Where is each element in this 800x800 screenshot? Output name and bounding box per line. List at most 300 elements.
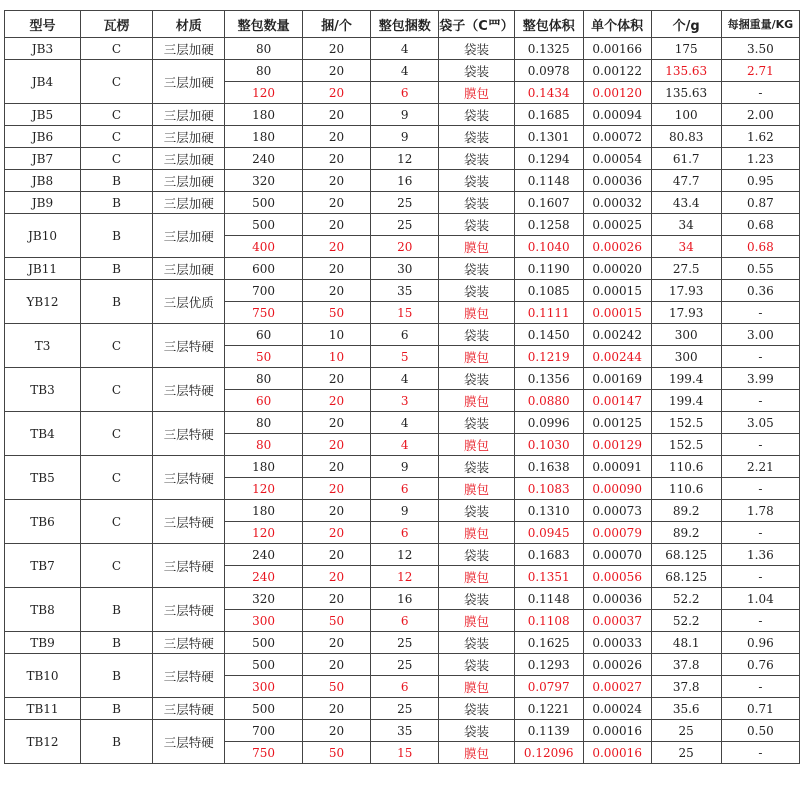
unit-volume-cell: 0.00056 [583, 566, 651, 588]
pieces-per-gram-cell: 80.83 [651, 126, 721, 148]
pieces-per-bundle-cell: 50 [302, 676, 370, 698]
unit-volume-cell: 0.00244 [583, 346, 651, 368]
bundle-weight-cell: 0.50 [721, 720, 799, 742]
bag-type-cell: 袋装 [439, 104, 515, 126]
model-cell: YB12 [5, 280, 81, 324]
bundles-per-pack-cell: 6 [371, 610, 439, 632]
bundle-weight-cell: 0.55 [721, 258, 799, 280]
table-row [5, 148, 800, 170]
bundles-per-pack-cell: 4 [371, 412, 439, 434]
bag-type-cell: 袋装 [439, 456, 515, 478]
flute-cell: B [81, 214, 153, 258]
pack-volume-cell: 0.0880 [514, 390, 583, 412]
pieces-per-gram-cell: 48.1 [651, 632, 721, 654]
header-flute: 瓦楞 [81, 11, 153, 38]
pieces-per-gram-cell: 52.2 [651, 588, 721, 610]
pieces-per-gram-cell: 27.5 [651, 258, 721, 280]
model-cell: JB11 [5, 258, 81, 280]
unit-volume-cell: 0.00122 [583, 60, 651, 82]
pieces-per-bundle-cell: 20 [302, 236, 370, 258]
unit-volume-cell: 0.00070 [583, 544, 651, 566]
bundle-weight-cell: 2.00 [721, 104, 799, 126]
pack-volume-cell: 0.0978 [514, 60, 583, 82]
pack-volume-cell: 0.1040 [514, 236, 583, 258]
pack-volume-cell: 0.1111 [514, 302, 583, 324]
bundle-weight-cell: 0.68 [721, 236, 799, 258]
model-cell: TB6 [5, 500, 81, 544]
bundles-per-pack-cell: 5 [371, 346, 439, 368]
bundles-per-pack-cell: 4 [371, 38, 439, 60]
bag-type-cell: 袋装 [439, 324, 515, 346]
bag-type-cell: 膜包 [439, 236, 515, 258]
material-cell: 三层加硬 [152, 170, 225, 192]
bag-type-cell: 袋装 [439, 170, 515, 192]
material-cell: 三层特硬 [152, 368, 225, 412]
pack-quantity-cell: 500 [225, 214, 302, 236]
table-row [5, 104, 800, 126]
model-cell: JB8 [5, 170, 81, 192]
model-cell: TB3 [5, 368, 81, 412]
pieces-per-gram-cell: 52.2 [651, 610, 721, 632]
unit-volume-cell: 0.00054 [583, 148, 651, 170]
pack-volume-cell: 0.1219 [514, 346, 583, 368]
material-cell: 三层加硬 [152, 104, 225, 126]
product-spec-table [4, 10, 800, 764]
bag-type-cell: 袋装 [439, 412, 515, 434]
pieces-per-bundle-cell: 20 [302, 126, 370, 148]
pack-quantity-cell: 80 [225, 38, 302, 60]
table-row [5, 170, 800, 192]
pack-volume-cell: 0.1108 [514, 610, 583, 632]
pack-quantity-cell: 300 [225, 676, 302, 698]
bundle-weight-cell: 0.87 [721, 192, 799, 214]
material-cell: 三层特硬 [152, 588, 225, 632]
model-cell: TB12 [5, 720, 81, 764]
model-cell: TB8 [5, 588, 81, 632]
bundle-weight-cell: 1.04 [721, 588, 799, 610]
unit-volume-cell: 0.00025 [583, 214, 651, 236]
bag-type-cell: 袋装 [439, 544, 515, 566]
material-cell: 三层加硬 [152, 38, 225, 60]
bag-type-cell: 袋装 [439, 214, 515, 236]
pieces-per-gram-cell: 43.4 [651, 192, 721, 214]
pack-quantity-cell: 80 [225, 368, 302, 390]
bag-type-cell: 膜包 [439, 478, 515, 500]
bundles-per-pack-cell: 3 [371, 390, 439, 412]
bag-type-cell: 膜包 [439, 82, 515, 104]
bundle-weight-cell: - [721, 610, 799, 632]
pieces-per-gram-cell: 135.63 [651, 60, 721, 82]
unit-volume-cell: 0.00125 [583, 412, 651, 434]
pack-quantity-cell: 120 [225, 478, 302, 500]
pieces-per-gram-cell: 89.2 [651, 522, 721, 544]
pack-volume-cell: 0.1083 [514, 478, 583, 500]
bundle-weight-cell: - [721, 390, 799, 412]
pack-quantity-cell: 500 [225, 192, 302, 214]
material-cell: 三层特硬 [152, 500, 225, 544]
bundle-weight-cell: 3.99 [721, 368, 799, 390]
header-bundles-per-pack: 整包捆数 [371, 11, 439, 38]
bag-type-cell: 袋装 [439, 368, 515, 390]
bundles-per-pack-cell: 9 [371, 500, 439, 522]
bag-type-cell: 袋装 [439, 126, 515, 148]
flute-cell: C [81, 104, 153, 126]
material-cell: 三层特硬 [152, 456, 225, 500]
header-pieces-per-bundle: 捆/个 [302, 11, 370, 38]
unit-volume-cell: 0.00072 [583, 126, 651, 148]
flute-cell: C [81, 544, 153, 588]
bundle-weight-cell: 0.95 [721, 170, 799, 192]
table-row [5, 588, 800, 610]
pieces-per-bundle-cell: 20 [302, 148, 370, 170]
bundles-per-pack-cell: 12 [371, 544, 439, 566]
bag-type-cell: 膜包 [439, 434, 515, 456]
pack-quantity-cell: 500 [225, 632, 302, 654]
flute-cell: C [81, 500, 153, 544]
pack-quantity-cell: 180 [225, 456, 302, 478]
unit-volume-cell: 0.00016 [583, 720, 651, 742]
pack-volume-cell: 0.1190 [514, 258, 583, 280]
bag-type-cell: 膜包 [439, 522, 515, 544]
bundles-per-pack-cell: 9 [371, 126, 439, 148]
pieces-per-gram-cell: 25 [651, 720, 721, 742]
pieces-per-bundle-cell: 10 [302, 324, 370, 346]
pieces-per-gram-cell: 152.5 [651, 434, 721, 456]
bundle-weight-cell: 1.36 [721, 544, 799, 566]
bundle-weight-cell: 3.05 [721, 412, 799, 434]
unit-volume-cell: 0.00037 [583, 610, 651, 632]
pieces-per-bundle-cell: 20 [302, 522, 370, 544]
unit-volume-cell: 0.00026 [583, 236, 651, 258]
table-row [5, 720, 800, 742]
table-row [5, 60, 800, 82]
material-cell: 三层加硬 [152, 60, 225, 104]
flute-cell: B [81, 632, 153, 654]
pieces-per-gram-cell: 35.6 [651, 698, 721, 720]
bundles-per-pack-cell: 16 [371, 588, 439, 610]
pieces-per-gram-cell: 34 [651, 236, 721, 258]
pieces-per-bundle-cell: 20 [302, 588, 370, 610]
pack-quantity-cell: 700 [225, 280, 302, 302]
flute-cell: C [81, 324, 153, 368]
bundles-per-pack-cell: 4 [371, 60, 439, 82]
bundle-weight-cell: - [721, 478, 799, 500]
model-cell: JB10 [5, 214, 81, 258]
pieces-per-gram-cell: 199.4 [651, 390, 721, 412]
pieces-per-bundle-cell: 20 [302, 566, 370, 588]
model-cell: JB6 [5, 126, 81, 148]
pack-quantity-cell: 180 [225, 104, 302, 126]
pack-volume-cell: 0.1221 [514, 698, 583, 720]
material-cell: 三层优质 [152, 280, 225, 324]
bundles-per-pack-cell: 25 [371, 698, 439, 720]
model-cell: JB3 [5, 38, 81, 60]
pieces-per-gram-cell: 25 [651, 742, 721, 764]
flute-cell: B [81, 258, 153, 280]
flute-cell: C [81, 456, 153, 500]
flute-cell: C [81, 60, 153, 104]
bundles-per-pack-cell: 12 [371, 566, 439, 588]
bundle-weight-cell: 2.21 [721, 456, 799, 478]
pack-volume-cell: 0.1085 [514, 280, 583, 302]
bundles-per-pack-cell: 6 [371, 676, 439, 698]
pieces-per-bundle-cell: 20 [302, 632, 370, 654]
bundles-per-pack-cell: 9 [371, 456, 439, 478]
bundles-per-pack-cell: 30 [371, 258, 439, 280]
model-cell: TB5 [5, 456, 81, 500]
bag-type-cell: 袋装 [439, 192, 515, 214]
flute-cell: B [81, 588, 153, 632]
bundles-per-pack-cell: 4 [371, 368, 439, 390]
flute-cell: C [81, 368, 153, 412]
pack-quantity-cell: 500 [225, 698, 302, 720]
pack-quantity-cell: 240 [225, 148, 302, 170]
bag-type-cell: 袋装 [439, 148, 515, 170]
pieces-per-gram-cell: 152.5 [651, 412, 721, 434]
pack-quantity-cell: 80 [225, 412, 302, 434]
pieces-per-gram-cell: 47.7 [651, 170, 721, 192]
pack-volume-cell: 0.1450 [514, 324, 583, 346]
flute-cell: C [81, 412, 153, 456]
material-cell: 三层加硬 [152, 214, 225, 258]
bundle-weight-cell: - [721, 742, 799, 764]
table-row [5, 280, 800, 302]
unit-volume-cell: 0.00090 [583, 478, 651, 500]
material-cell: 三层特硬 [152, 720, 225, 764]
pieces-per-bundle-cell: 20 [302, 258, 370, 280]
bundles-per-pack-cell: 16 [371, 170, 439, 192]
pack-quantity-cell: 750 [225, 302, 302, 324]
header-pack-quantity: 整包数量 [225, 11, 302, 38]
model-cell: TB7 [5, 544, 81, 588]
pieces-per-bundle-cell: 20 [302, 82, 370, 104]
bag-type-cell: 膜包 [439, 742, 515, 764]
pack-quantity-cell: 500 [225, 654, 302, 676]
pieces-per-bundle-cell: 20 [302, 412, 370, 434]
pack-volume-cell: 0.0996 [514, 412, 583, 434]
table-row [5, 654, 800, 676]
bundle-weight-cell: - [721, 82, 799, 104]
model-cell: T3 [5, 324, 81, 368]
table-row [5, 324, 800, 346]
flute-cell: C [81, 38, 153, 60]
pieces-per-gram-cell: 37.8 [651, 654, 721, 676]
pack-quantity-cell: 60 [225, 390, 302, 412]
table-row [5, 38, 800, 60]
bag-type-cell: 袋装 [439, 632, 515, 654]
pieces-per-bundle-cell: 20 [302, 544, 370, 566]
pieces-per-gram-cell: 300 [651, 346, 721, 368]
pieces-per-gram-cell: 68.125 [651, 566, 721, 588]
pack-volume-cell: 0.1638 [514, 456, 583, 478]
pieces-per-bundle-cell: 20 [302, 192, 370, 214]
table-row [5, 258, 800, 280]
flute-cell: B [81, 170, 153, 192]
material-cell: 三层特硬 [152, 698, 225, 720]
bundle-weight-cell: 0.96 [721, 632, 799, 654]
pack-quantity-cell: 700 [225, 720, 302, 742]
bundle-weight-cell: - [721, 566, 799, 588]
bundle-weight-cell: 1.78 [721, 500, 799, 522]
model-cell: JB7 [5, 148, 81, 170]
pieces-per-gram-cell: 110.6 [651, 456, 721, 478]
table-row [5, 214, 800, 236]
pack-volume-cell: 0.1685 [514, 104, 583, 126]
pack-volume-cell: 0.1356 [514, 368, 583, 390]
unit-volume-cell: 0.00024 [583, 698, 651, 720]
flute-cell: B [81, 698, 153, 720]
material-cell: 三层加硬 [152, 192, 225, 214]
pack-volume-cell: 0.1625 [514, 632, 583, 654]
bundle-weight-cell: 3.50 [721, 38, 799, 60]
flute-cell: B [81, 192, 153, 214]
pieces-per-bundle-cell: 20 [302, 60, 370, 82]
pieces-per-bundle-cell: 20 [302, 720, 370, 742]
unit-volume-cell: 0.00166 [583, 38, 651, 60]
bag-type-cell: 袋装 [439, 280, 515, 302]
pieces-per-bundle-cell: 20 [302, 456, 370, 478]
unit-volume-cell: 0.00033 [583, 632, 651, 654]
bundle-weight-cell: - [721, 302, 799, 324]
pack-volume-cell: 0.1325 [514, 38, 583, 60]
bag-type-cell: 袋装 [439, 258, 515, 280]
pack-volume-cell: 0.1351 [514, 566, 583, 588]
pack-volume-cell: 0.1683 [514, 544, 583, 566]
bundle-weight-cell: 0.71 [721, 698, 799, 720]
header-bag: 袋子（C罒） [439, 11, 515, 38]
bag-type-cell: 袋装 [439, 500, 515, 522]
unit-volume-cell: 0.00016 [583, 742, 651, 764]
bundle-weight-cell: 1.62 [721, 126, 799, 148]
pack-volume-cell: 0.1148 [514, 170, 583, 192]
pieces-per-bundle-cell: 20 [302, 500, 370, 522]
bundle-weight-cell: - [721, 522, 799, 544]
bundle-weight-cell: 0.76 [721, 654, 799, 676]
pack-volume-cell: 0.1030 [514, 434, 583, 456]
bag-type-cell: 膜包 [439, 390, 515, 412]
header-bundle-weight: 每捆重量/KG [721, 11, 799, 38]
bundles-per-pack-cell: 15 [371, 742, 439, 764]
unit-volume-cell: 0.00129 [583, 434, 651, 456]
bundle-weight-cell: - [721, 676, 799, 698]
pieces-per-bundle-cell: 20 [302, 170, 370, 192]
bundles-per-pack-cell: 25 [371, 192, 439, 214]
bundles-per-pack-cell: 9 [371, 104, 439, 126]
pieces-per-gram-cell: 17.93 [651, 280, 721, 302]
pack-volume-cell: 0.12096 [514, 742, 583, 764]
pack-quantity-cell: 750 [225, 742, 302, 764]
bundle-weight-cell: 0.68 [721, 214, 799, 236]
material-cell: 三层加硬 [152, 258, 225, 280]
pack-volume-cell: 0.1310 [514, 500, 583, 522]
pack-volume-cell: 0.1301 [514, 126, 583, 148]
table-row [5, 544, 800, 566]
pieces-per-gram-cell: 61.7 [651, 148, 721, 170]
bundles-per-pack-cell: 35 [371, 720, 439, 742]
material-cell: 三层加硬 [152, 126, 225, 148]
bundles-per-pack-cell: 6 [371, 478, 439, 500]
pack-quantity-cell: 180 [225, 500, 302, 522]
bundle-weight-cell: - [721, 346, 799, 368]
unit-volume-cell: 0.00036 [583, 588, 651, 610]
table-row [5, 632, 800, 654]
pieces-per-gram-cell: 37.8 [651, 676, 721, 698]
bundle-weight-cell: 1.23 [721, 148, 799, 170]
bundles-per-pack-cell: 25 [371, 632, 439, 654]
model-cell: TB4 [5, 412, 81, 456]
unit-volume-cell: 0.00120 [583, 82, 651, 104]
model-cell: TB9 [5, 632, 81, 654]
unit-volume-cell: 0.00027 [583, 676, 651, 698]
pieces-per-bundle-cell: 20 [302, 434, 370, 456]
header-pack-volume: 整包体积 [514, 11, 583, 38]
material-cell: 三层特硬 [152, 324, 225, 368]
pieces-per-bundle-cell: 50 [302, 302, 370, 324]
bag-type-cell: 膜包 [439, 346, 515, 368]
table-row [5, 368, 800, 390]
pieces-per-gram-cell: 100 [651, 104, 721, 126]
pack-volume-cell: 0.1434 [514, 82, 583, 104]
unit-volume-cell: 0.00036 [583, 170, 651, 192]
header-model: 型号 [5, 11, 81, 38]
header-unit-volume: 单个体积 [583, 11, 651, 38]
model-cell: JB5 [5, 104, 81, 126]
bundles-per-pack-cell: 4 [371, 434, 439, 456]
bag-type-cell: 膜包 [439, 676, 515, 698]
pack-volume-cell: 0.0797 [514, 676, 583, 698]
table-row [5, 126, 800, 148]
pack-volume-cell: 0.1148 [514, 588, 583, 610]
bundles-per-pack-cell: 20 [371, 236, 439, 258]
table-row [5, 412, 800, 434]
pack-quantity-cell: 400 [225, 236, 302, 258]
pieces-per-bundle-cell: 20 [302, 280, 370, 302]
bag-type-cell: 膜包 [439, 610, 515, 632]
material-cell: 三层加硬 [152, 148, 225, 170]
pieces-per-gram-cell: 300 [651, 324, 721, 346]
bundle-weight-cell: 0.36 [721, 280, 799, 302]
flute-cell: C [81, 148, 153, 170]
table-row [5, 456, 800, 478]
pack-quantity-cell: 120 [225, 82, 302, 104]
model-cell: TB10 [5, 654, 81, 698]
pieces-per-bundle-cell: 20 [302, 214, 370, 236]
bag-type-cell: 袋装 [439, 38, 515, 60]
bag-type-cell: 袋装 [439, 588, 515, 610]
unit-volume-cell: 0.00094 [583, 104, 651, 126]
unit-volume-cell: 0.00020 [583, 258, 651, 280]
bundle-weight-cell: 2.71 [721, 60, 799, 82]
bag-type-cell: 袋装 [439, 654, 515, 676]
unit-volume-cell: 0.00169 [583, 368, 651, 390]
bundles-per-pack-cell: 25 [371, 654, 439, 676]
pack-volume-cell: 0.1139 [514, 720, 583, 742]
material-cell: 三层特硬 [152, 544, 225, 588]
pieces-per-gram-cell: 110.6 [651, 478, 721, 500]
unit-volume-cell: 0.00032 [583, 192, 651, 214]
flute-cell: C [81, 126, 153, 148]
pack-quantity-cell: 120 [225, 522, 302, 544]
pack-quantity-cell: 240 [225, 544, 302, 566]
unit-volume-cell: 0.00242 [583, 324, 651, 346]
pieces-per-gram-cell: 135.63 [651, 82, 721, 104]
bundles-per-pack-cell: 6 [371, 324, 439, 346]
pieces-per-bundle-cell: 20 [302, 654, 370, 676]
bag-type-cell: 袋装 [439, 698, 515, 720]
bundle-weight-cell: 3.00 [721, 324, 799, 346]
bundle-weight-cell: - [721, 434, 799, 456]
material-cell: 三层特硬 [152, 654, 225, 698]
